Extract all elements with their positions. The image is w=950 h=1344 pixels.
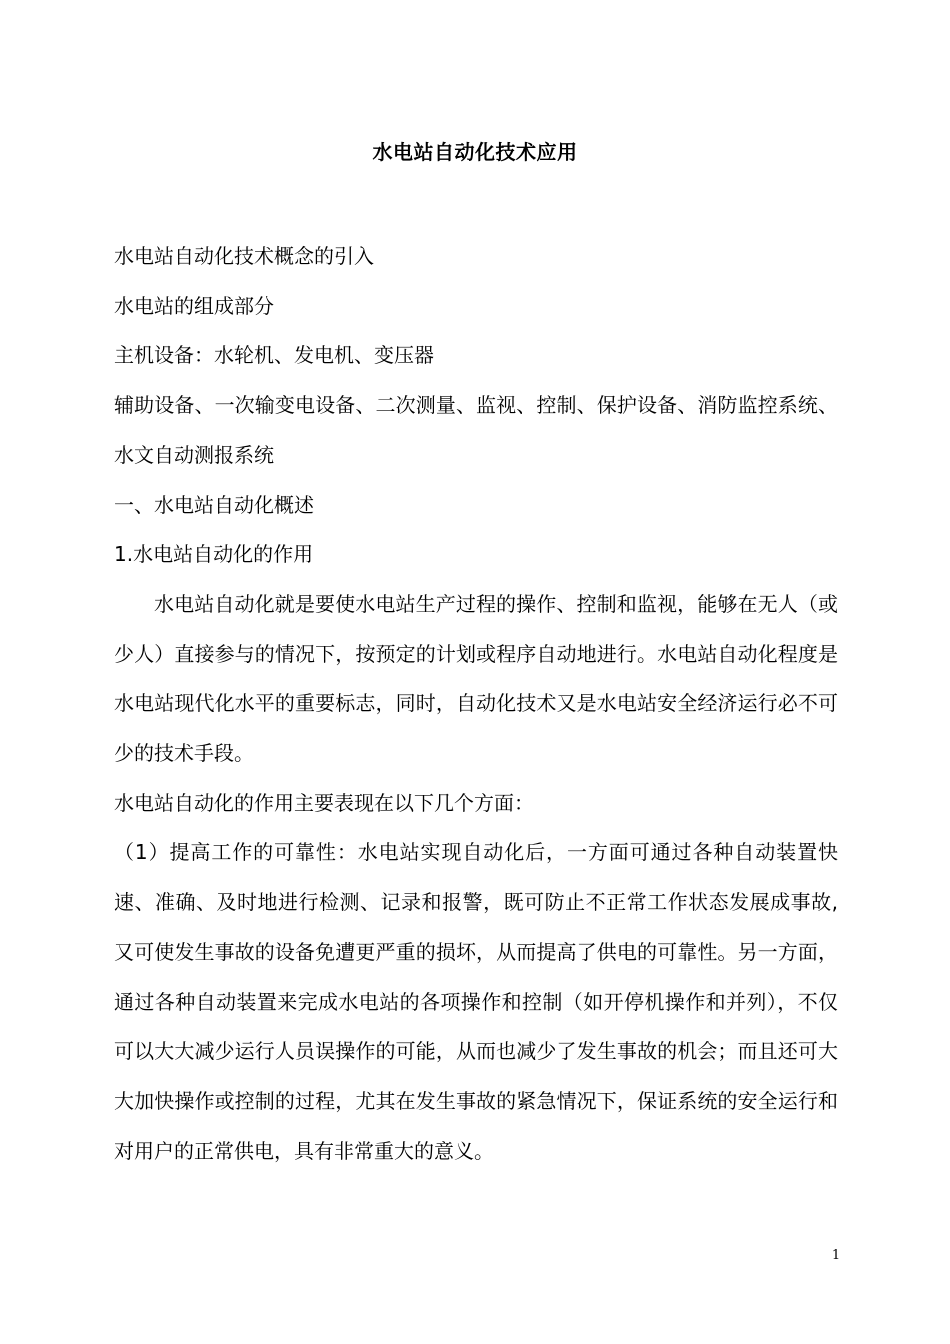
paragraph-main-equipment: 主机设备：水轮机、发电机、变压器: [114, 343, 434, 368]
page-number: 1: [831, 1248, 841, 1263]
paragraph-intro-heading: 水电站自动化技术概念的引入: [114, 244, 374, 268]
paragraph-role-aspects: 水电站自动化的作用主要表现在以下几个方面：: [114, 790, 534, 815]
paragraph-reliability: （1）提高工作的可靠性：水电站实现自动化后，一方面可通过各种自动装置快速、准确、及时地进行检测、记录和报警，既可防止不正常工作状态发展成事故,又可使发生事故的设备免遭更严重的损坏，从而提高了供电的可靠性。另一方面，通过各种自动装置来完成水电站的各项操作和控制（如开停机操作和并列），不仅可以大大减少运行人员误操作的可能，从而也减少了发生事故的机会；而且还可大大加快操作或控制的过程，尤其在发生事故的紧急情况下，保证系统的安全运行和对用户的正常供电，具有非常重大的意义。: [114, 840, 838, 1163]
paragraph-components-heading: 水电站的组成部分: [114, 293, 274, 318]
paragraph-auxiliary-equipment: 辅助设备、一次输变电设备、二次测量、监视、控制、保护设备、消防监控系统、水文自动测报系统: [114, 393, 838, 467]
document-title: 水电站自动化技术应用: [372, 140, 578, 164]
subsection-heading-role: 1.水电站自动化的作用: [114, 542, 314, 567]
section-heading-overview: 一、水电站自动化概述: [114, 492, 314, 517]
paragraph-automation-definition: 水电站自动化就是要使水电站生产过程的操作、控制和监视，能够在无人（或少人）直接参与的情况下，按预定的计划或程序自动地进行。水电站自动化程度是水电站现代化水平的重要标志，同时，自动化技术又是水电站安全经济运行必不可少的技术手段。: [114, 591, 838, 766]
document-body: [114, 232, 838, 1176]
